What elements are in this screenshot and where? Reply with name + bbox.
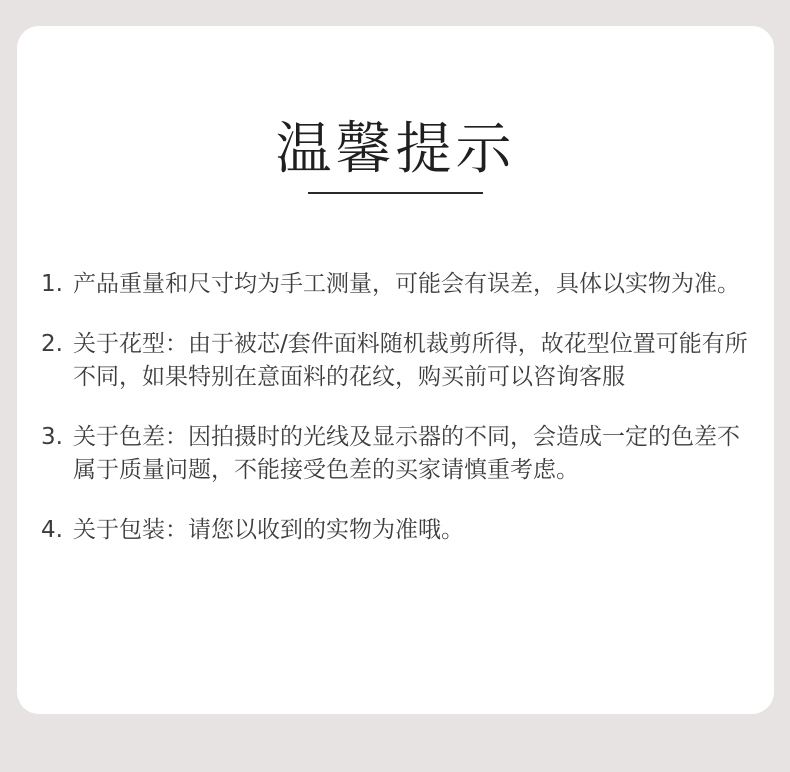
notice-list	[41, 268, 761, 574]
notice-item-number: 2.	[41, 331, 63, 357]
notice-item-text: 产品重量和尺寸均为手工测量，可能会有误差，具体以实物为准。	[73, 271, 740, 297]
notice-item-number: 4.	[41, 517, 63, 543]
notice-card	[17, 26, 774, 714]
notice-item-number: 1.	[41, 271, 63, 297]
title-divider	[308, 192, 483, 194]
notice-item	[41, 268, 761, 301]
notice-item-number: 3.	[41, 424, 63, 450]
notice-item	[41, 328, 761, 394]
notice-item-text: 关于包装：请您以收到的实物为准哦。	[73, 517, 464, 543]
notice-item-text: 关于花型：由于被芯/套件面料随机裁剪所得，故花型位置可能有所不同，如果特别在意面料的花纹，购买前可以咨询客服	[73, 331, 748, 390]
notice-item-text: 关于色差：因拍摄时的光线及显示器的不同，会造成一定的色差不属于质量问题，不能接受色差的买家请慎重考虑。	[73, 424, 740, 483]
notice-item	[41, 421, 761, 487]
notice-title: 温馨提示	[275, 117, 516, 182]
notice-item	[41, 514, 761, 547]
